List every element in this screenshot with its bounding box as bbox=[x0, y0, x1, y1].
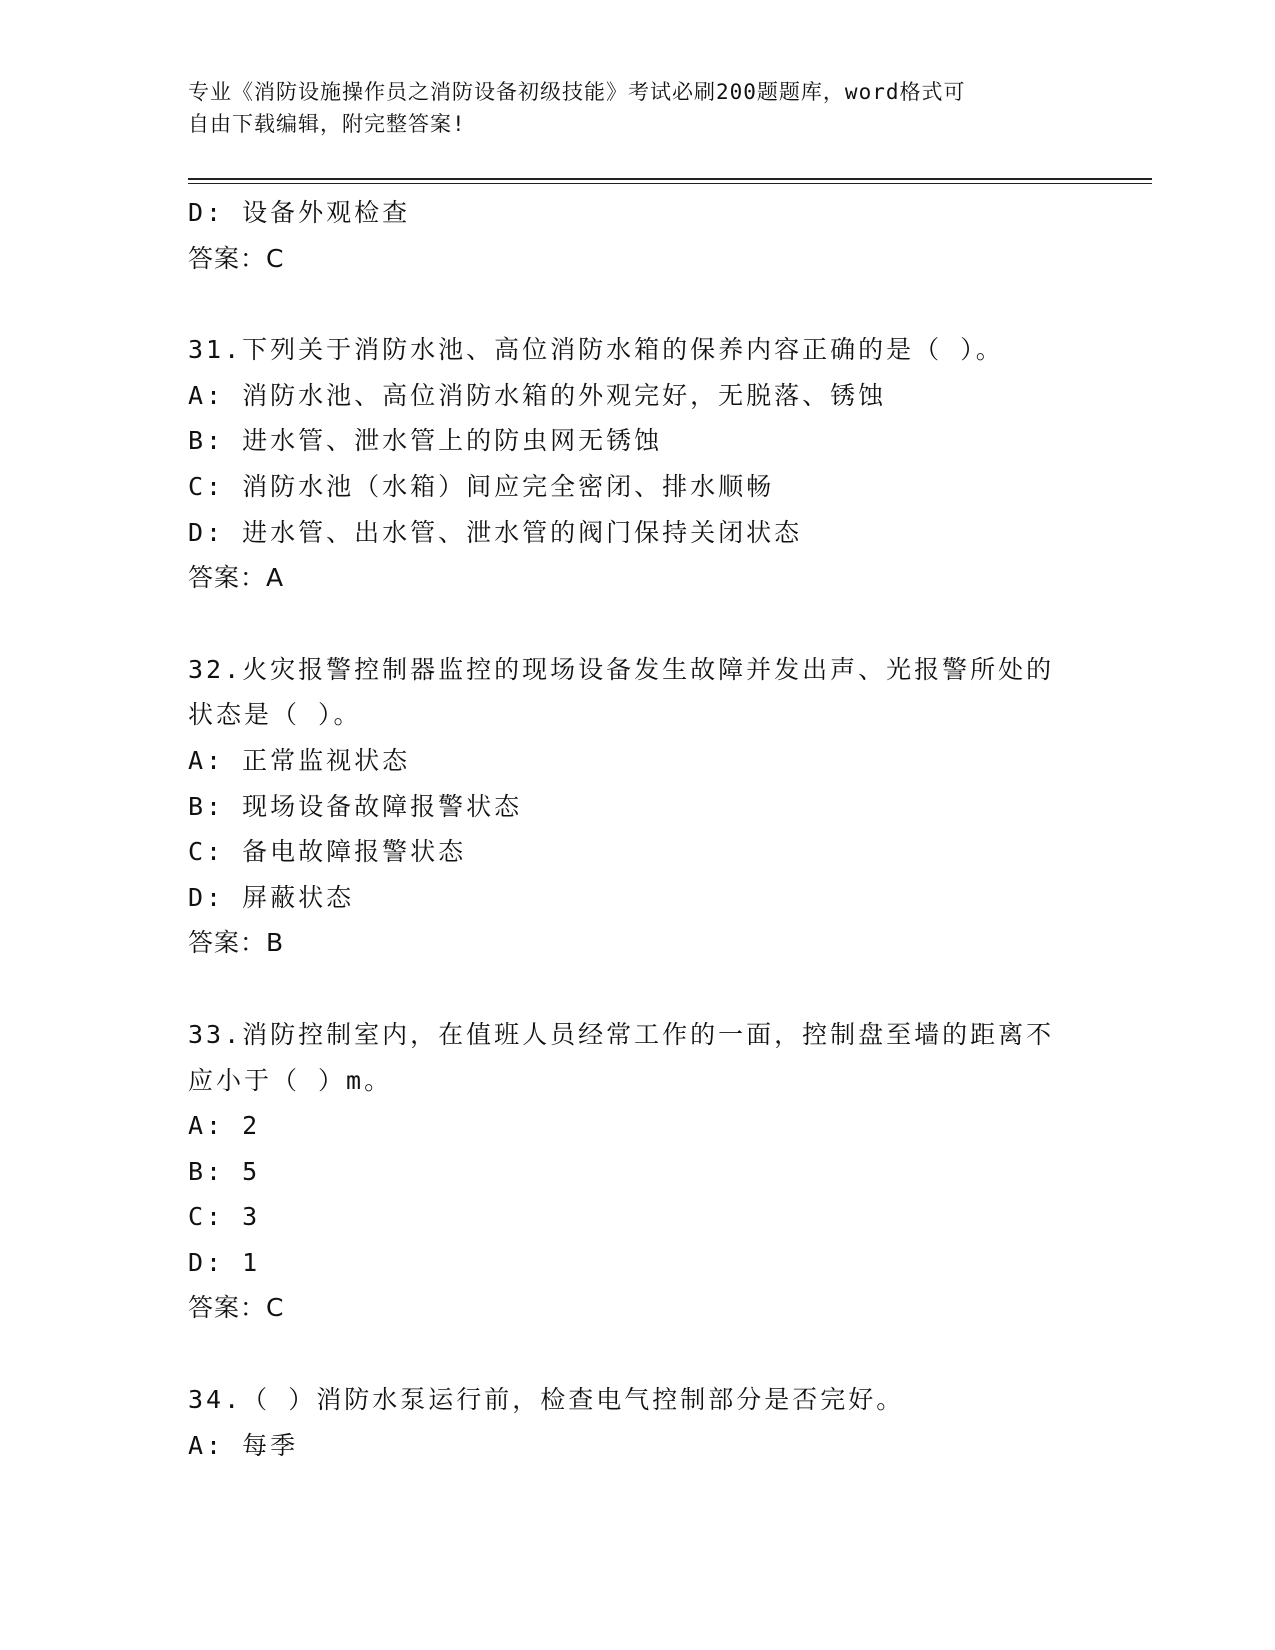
answer-line: 答案：A bbox=[188, 563, 285, 593]
option-d: D: 设备外观检查 bbox=[188, 198, 411, 227]
option-a: A: 2 bbox=[188, 1111, 261, 1141]
option-a: A: 每季 bbox=[188, 1430, 299, 1460]
answer-line: 答案：B bbox=[188, 928, 285, 958]
answer-line: 答案：C bbox=[188, 1293, 285, 1323]
header-line-1: 专业《消防设施操作员之消防设备初级技能》考试必刷200题题库，word格式可 bbox=[188, 80, 966, 104]
option-b: B: 现场设备故障报警状态 bbox=[188, 791, 523, 821]
option-a: A: 正常监视状态 bbox=[188, 745, 411, 775]
option-c: C: 3 bbox=[188, 1202, 261, 1232]
option-b: B: 进水管、泄水管上的防虫网无锈蚀 bbox=[188, 426, 663, 456]
question-stem: 33.消防控制室内，在值班人员经常工作的一面，控制盘至墙的距离不 bbox=[188, 1019, 1055, 1049]
question-block-33 bbox=[188, 1012, 1088, 1331]
question-stem-continued: 状态是（ ）。 bbox=[188, 700, 362, 730]
question-block-31 bbox=[188, 327, 1088, 601]
option-d: D: 屏蔽状态 bbox=[188, 882, 355, 912]
option-c: C: 备电故障报警状态 bbox=[188, 837, 467, 867]
question-stem-continued: 应小于（ ）m。 bbox=[188, 1065, 393, 1095]
header-line-2: 自由下载编辑，附完整答案! bbox=[188, 112, 466, 136]
question-block-32 bbox=[188, 647, 1088, 966]
option-c: C: 消防水池（水箱）间应完全密闭、排水顺畅 bbox=[188, 471, 775, 501]
header-divider-thin bbox=[188, 183, 1152, 184]
header-divider-thick bbox=[188, 178, 1152, 180]
document-header bbox=[188, 76, 1068, 140]
question-stem: 32.火灾报警控制器监控的现场设备发生故障并发出声、光报警所处的 bbox=[188, 654, 1055, 684]
option-d: D: 进水管、出水管、泄水管的阀门保持关闭状态 bbox=[188, 517, 803, 547]
option-b: B: 5 bbox=[188, 1156, 261, 1186]
question-stem: 34.（ ）消防水泵运行前，检查电气控制部分是否完好。 bbox=[188, 1385, 905, 1415]
answer-line: 答案：C bbox=[188, 243, 285, 273]
option-a: A: 消防水池、高位消防水箱的外观完好，无脱落、锈蚀 bbox=[188, 380, 887, 410]
question-block-34 bbox=[188, 1377, 1088, 1468]
option-d: D: 1 bbox=[188, 1247, 261, 1277]
question-content bbox=[188, 190, 1088, 1468]
question-stem: 31.下列关于消防水池、高位消防水箱的保养内容正确的是（ ）。 bbox=[188, 335, 1004, 365]
